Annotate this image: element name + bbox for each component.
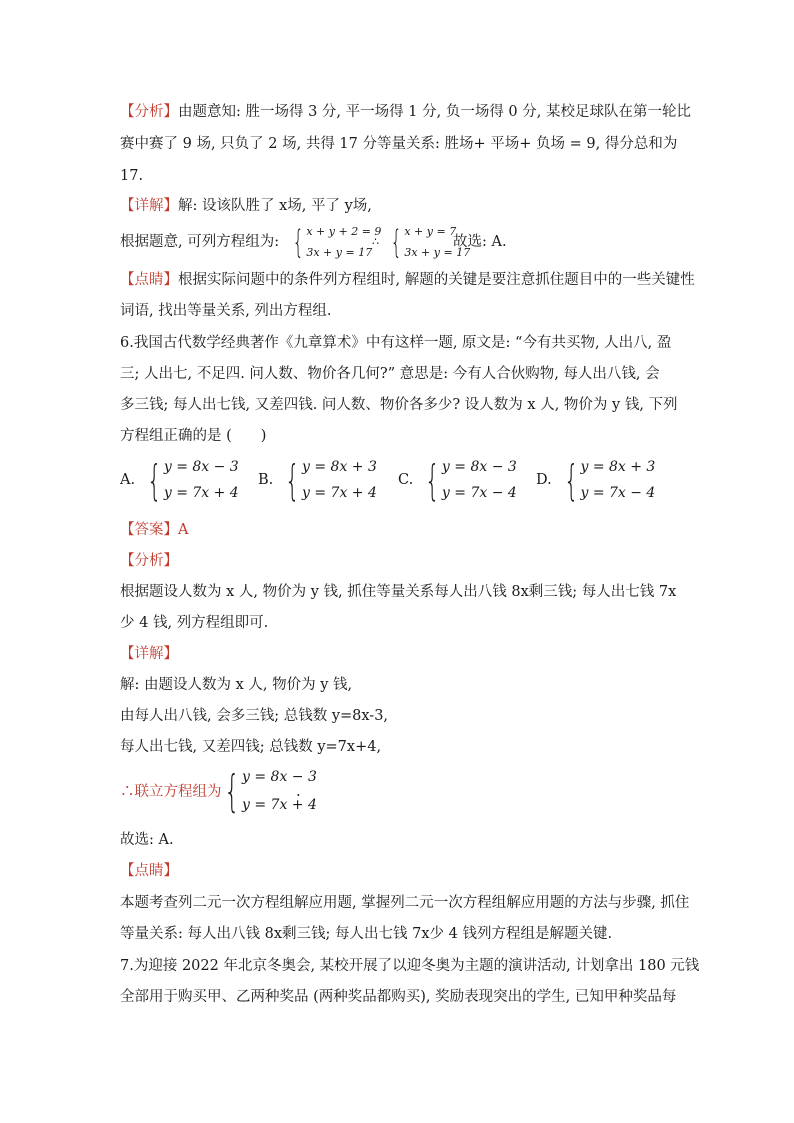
equation: y = 8x − 3 (242, 769, 317, 785)
detail-intro: 根据题意, 可列方程组为: (120, 234, 280, 250)
brace-icon: { (425, 455, 440, 505)
analysis-text-line: 17. (120, 168, 144, 184)
analysis-text-line: 由题意知: 胜一场得 3 分, 平一场得 1 分, 负一场得 0 分, 某校足球队在第一轮比 (178, 104, 691, 120)
equation: y = 7x + 4 (242, 797, 317, 813)
question-6-line: 三; 人出七, 不足四. 问人数、物价各几何?” 意思是: 今有人合伙购物, 每人出八钱, 会 (120, 366, 660, 382)
joint-equation-system (218, 765, 317, 817)
detail-conclusion: 故选: A. (120, 832, 174, 848)
comment-text-line: 根据实际问题中的条件列方程组时, 解题的关键是要注意抓住题目中的一些关键性 (178, 272, 695, 288)
brace-icon: { (224, 765, 240, 817)
question-6-line: 6.我国古代数学经典著作《九章算术》中有这样一题, 原文是: “今有共买物, 人出八, 盈 (120, 335, 672, 351)
comment-text-line: 本题考查列二元一次方程组解应用题, 掌握列二元一次方程组解应用题的方法与步骤, 抓住 (120, 895, 690, 911)
answer-value: A (178, 522, 189, 538)
equation: y = 7x − 4 (441, 485, 517, 501)
question-6-line: 方程组正确的是 ( ) (120, 428, 267, 444)
equation: y = 8x − 3 (163, 459, 239, 475)
option-b (258, 455, 377, 505)
equation: y = 8x + 3 (302, 459, 377, 475)
question-7-line: 7.为迎接 2022 年北京冬奥会, 某校开展了以迎冬奥为主题的演讲活动, 计划拿出 180 元钱 (120, 958, 700, 974)
equation: y = 8x + 3 (580, 459, 656, 475)
comment-text-line: 词语, 找出等量关系, 列出方程组. (120, 303, 332, 319)
option-d (536, 455, 656, 505)
comment-paragraph-1 (120, 270, 695, 290)
detail-conclusion: 故选: A. (453, 234, 507, 250)
answer-line (120, 520, 188, 540)
question-7-line: 全部用于购买甲、乙两种奖品 (两种奖品都购买), 奖励表现突出的学生, 已知甲种奖品每 (120, 989, 677, 1005)
analysis-paragraph-1 (120, 102, 691, 122)
detail-text-line: 解: 由题设人数为 x 人, 物价为 y 钱, (120, 677, 353, 693)
detail-text-line: 由每人出八钱, 会多三钱; 总钱数 y=8x-3, (120, 708, 389, 724)
equation: y = 7x + 4 (302, 485, 377, 501)
option-a (120, 455, 239, 505)
equation: 3x + y = 17 (404, 246, 471, 259)
comment-tag: 【点睛】 (120, 863, 178, 879)
therefore-symbol: ∴ (372, 235, 379, 248)
option-label: A. (120, 472, 136, 488)
analysis-text-line: 少 4 钱, 列方程组即可. (120, 615, 269, 631)
brace-icon: { (285, 455, 300, 505)
comment-text-line: 等量关系: 每人出八钱 8x剩三钱; 每人出七钱 7x少 4 钱列方程组是解题关键. (120, 926, 613, 942)
brace-icon: { (147, 455, 162, 505)
period: . (296, 784, 301, 800)
equation: y = 7x − 4 (580, 485, 656, 501)
option-label: D. (536, 472, 552, 488)
question-6-line: 多三钱; 每人出七钱, 又差四钱. 问人数、物价各多少? 设人数为 x 人, 物价为 y 钱, 下列 (120, 397, 678, 413)
analysis-text-line: 根据题设人数为 x 人, 物价为 y 钱, 抓住等量关系每人出八钱 8x剩三钱; 每人出七钱 7x (120, 584, 677, 600)
option-label: C. (398, 472, 414, 488)
answer-tag: 【答案】 (120, 522, 178, 538)
comment-tag: 【点睛】 (120, 272, 178, 288)
detail-text: 解: 设该队胜了 x场, 平了 y场, (178, 198, 372, 214)
brace-icon: { (563, 455, 579, 505)
equation: x + y + 2 = 9 (306, 225, 382, 238)
analysis-tag: 【分析】 (120, 104, 178, 120)
equation: 3x + y = 17 (306, 246, 373, 259)
equation: y = 8x − 3 (441, 459, 517, 475)
joint-system-label: ∴联立方程组为 (120, 784, 222, 800)
option-label: B. (258, 472, 274, 488)
detail-paragraph-1 (120, 196, 372, 216)
brace-icon: { (292, 223, 304, 261)
equation: y = 7x + 4 (163, 485, 239, 501)
analysis-tag: 【分析】 (120, 553, 178, 569)
detail-tag: 【详解】 (120, 198, 178, 214)
brace-icon: { (390, 223, 402, 261)
equation: x + y = 7 (404, 225, 457, 238)
detail-tag: 【详解】 (120, 646, 178, 662)
detail-text-line: 每人出七钱, 又差四钱; 总钱数 y=7x+4, (120, 739, 382, 755)
option-c (398, 455, 517, 505)
analysis-text-line: 赛中赛了 9 场, 只负了 2 场, 共得 17 分等量关系: 胜场+ 平场+ 负场 = 9, 得分总和为 (120, 136, 678, 152)
equation-system-1 (288, 224, 381, 260)
